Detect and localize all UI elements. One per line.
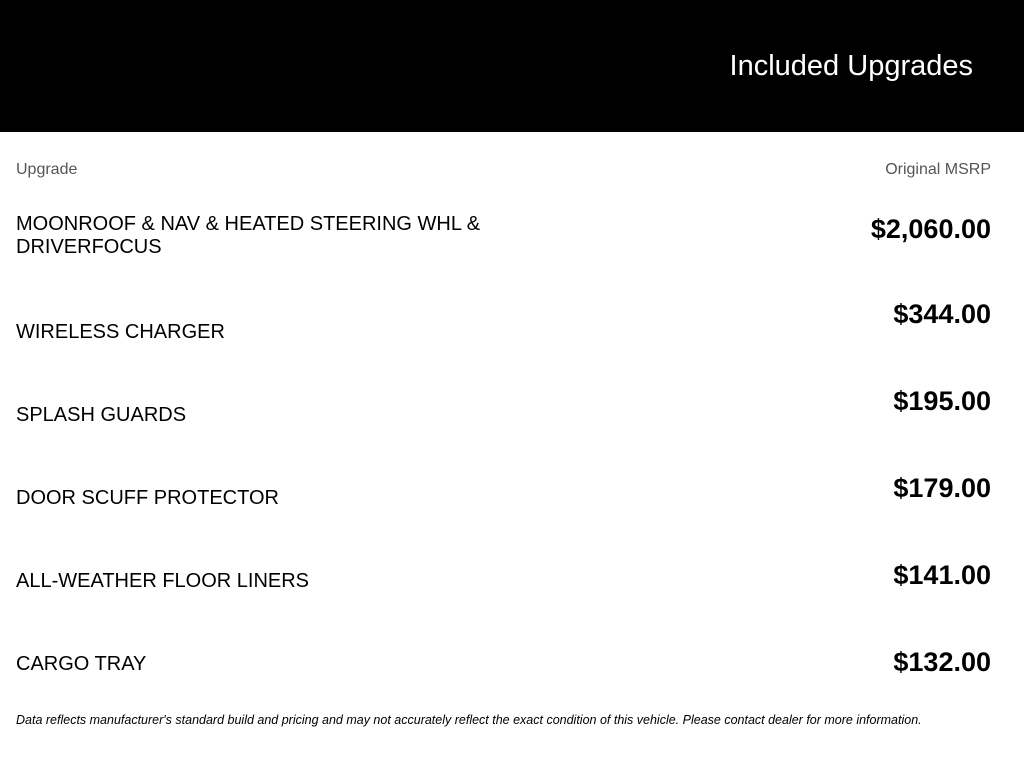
upgrade-name: CARGO TRAY [16, 653, 147, 675]
upgrade-row [16, 644, 991, 704]
upgrade-price: $344.00 [893, 299, 991, 329]
upgrade-row [16, 213, 991, 273]
upgrade-price: $141.00 [893, 560, 991, 590]
upgrade-name: ALL-WEATHER FLOOR LINERS [16, 570, 310, 592]
upgrade-column-header: Upgrade [16, 161, 78, 178]
upgrade-price: $179.00 [893, 473, 991, 503]
page-title: Included Upgrades [729, 50, 973, 82]
upgrade-row [16, 470, 991, 530]
msrp-column-header: Original MSRP [885, 161, 991, 178]
upgrade-name: DOOR SCUFF PROTECTOR [16, 487, 279, 509]
disclaimer-text: Data reflects manufacturer's standard build and pricing and may not accurately reflect the exact condition of this vehicle. Please contact dealer for more information. [16, 713, 922, 727]
upgrade-price: $195.00 [893, 386, 991, 416]
upgrade-row [16, 383, 991, 443]
upgrade-name: SPLASH GUARDS [16, 404, 187, 426]
upgrades-list [16, 0, 991, 768]
upgrade-price: $132.00 [893, 647, 991, 677]
upgrade-price: $2,060.00 [870, 214, 991, 244]
upgrade-name: MOONROOF & NAV & HEATED STEERING WHL & DRIVERFOCUS [16, 213, 481, 258]
upgrade-name: WIRELESS CHARGER [16, 321, 225, 343]
upgrade-row [16, 557, 991, 617]
upgrade-row [16, 296, 991, 356]
